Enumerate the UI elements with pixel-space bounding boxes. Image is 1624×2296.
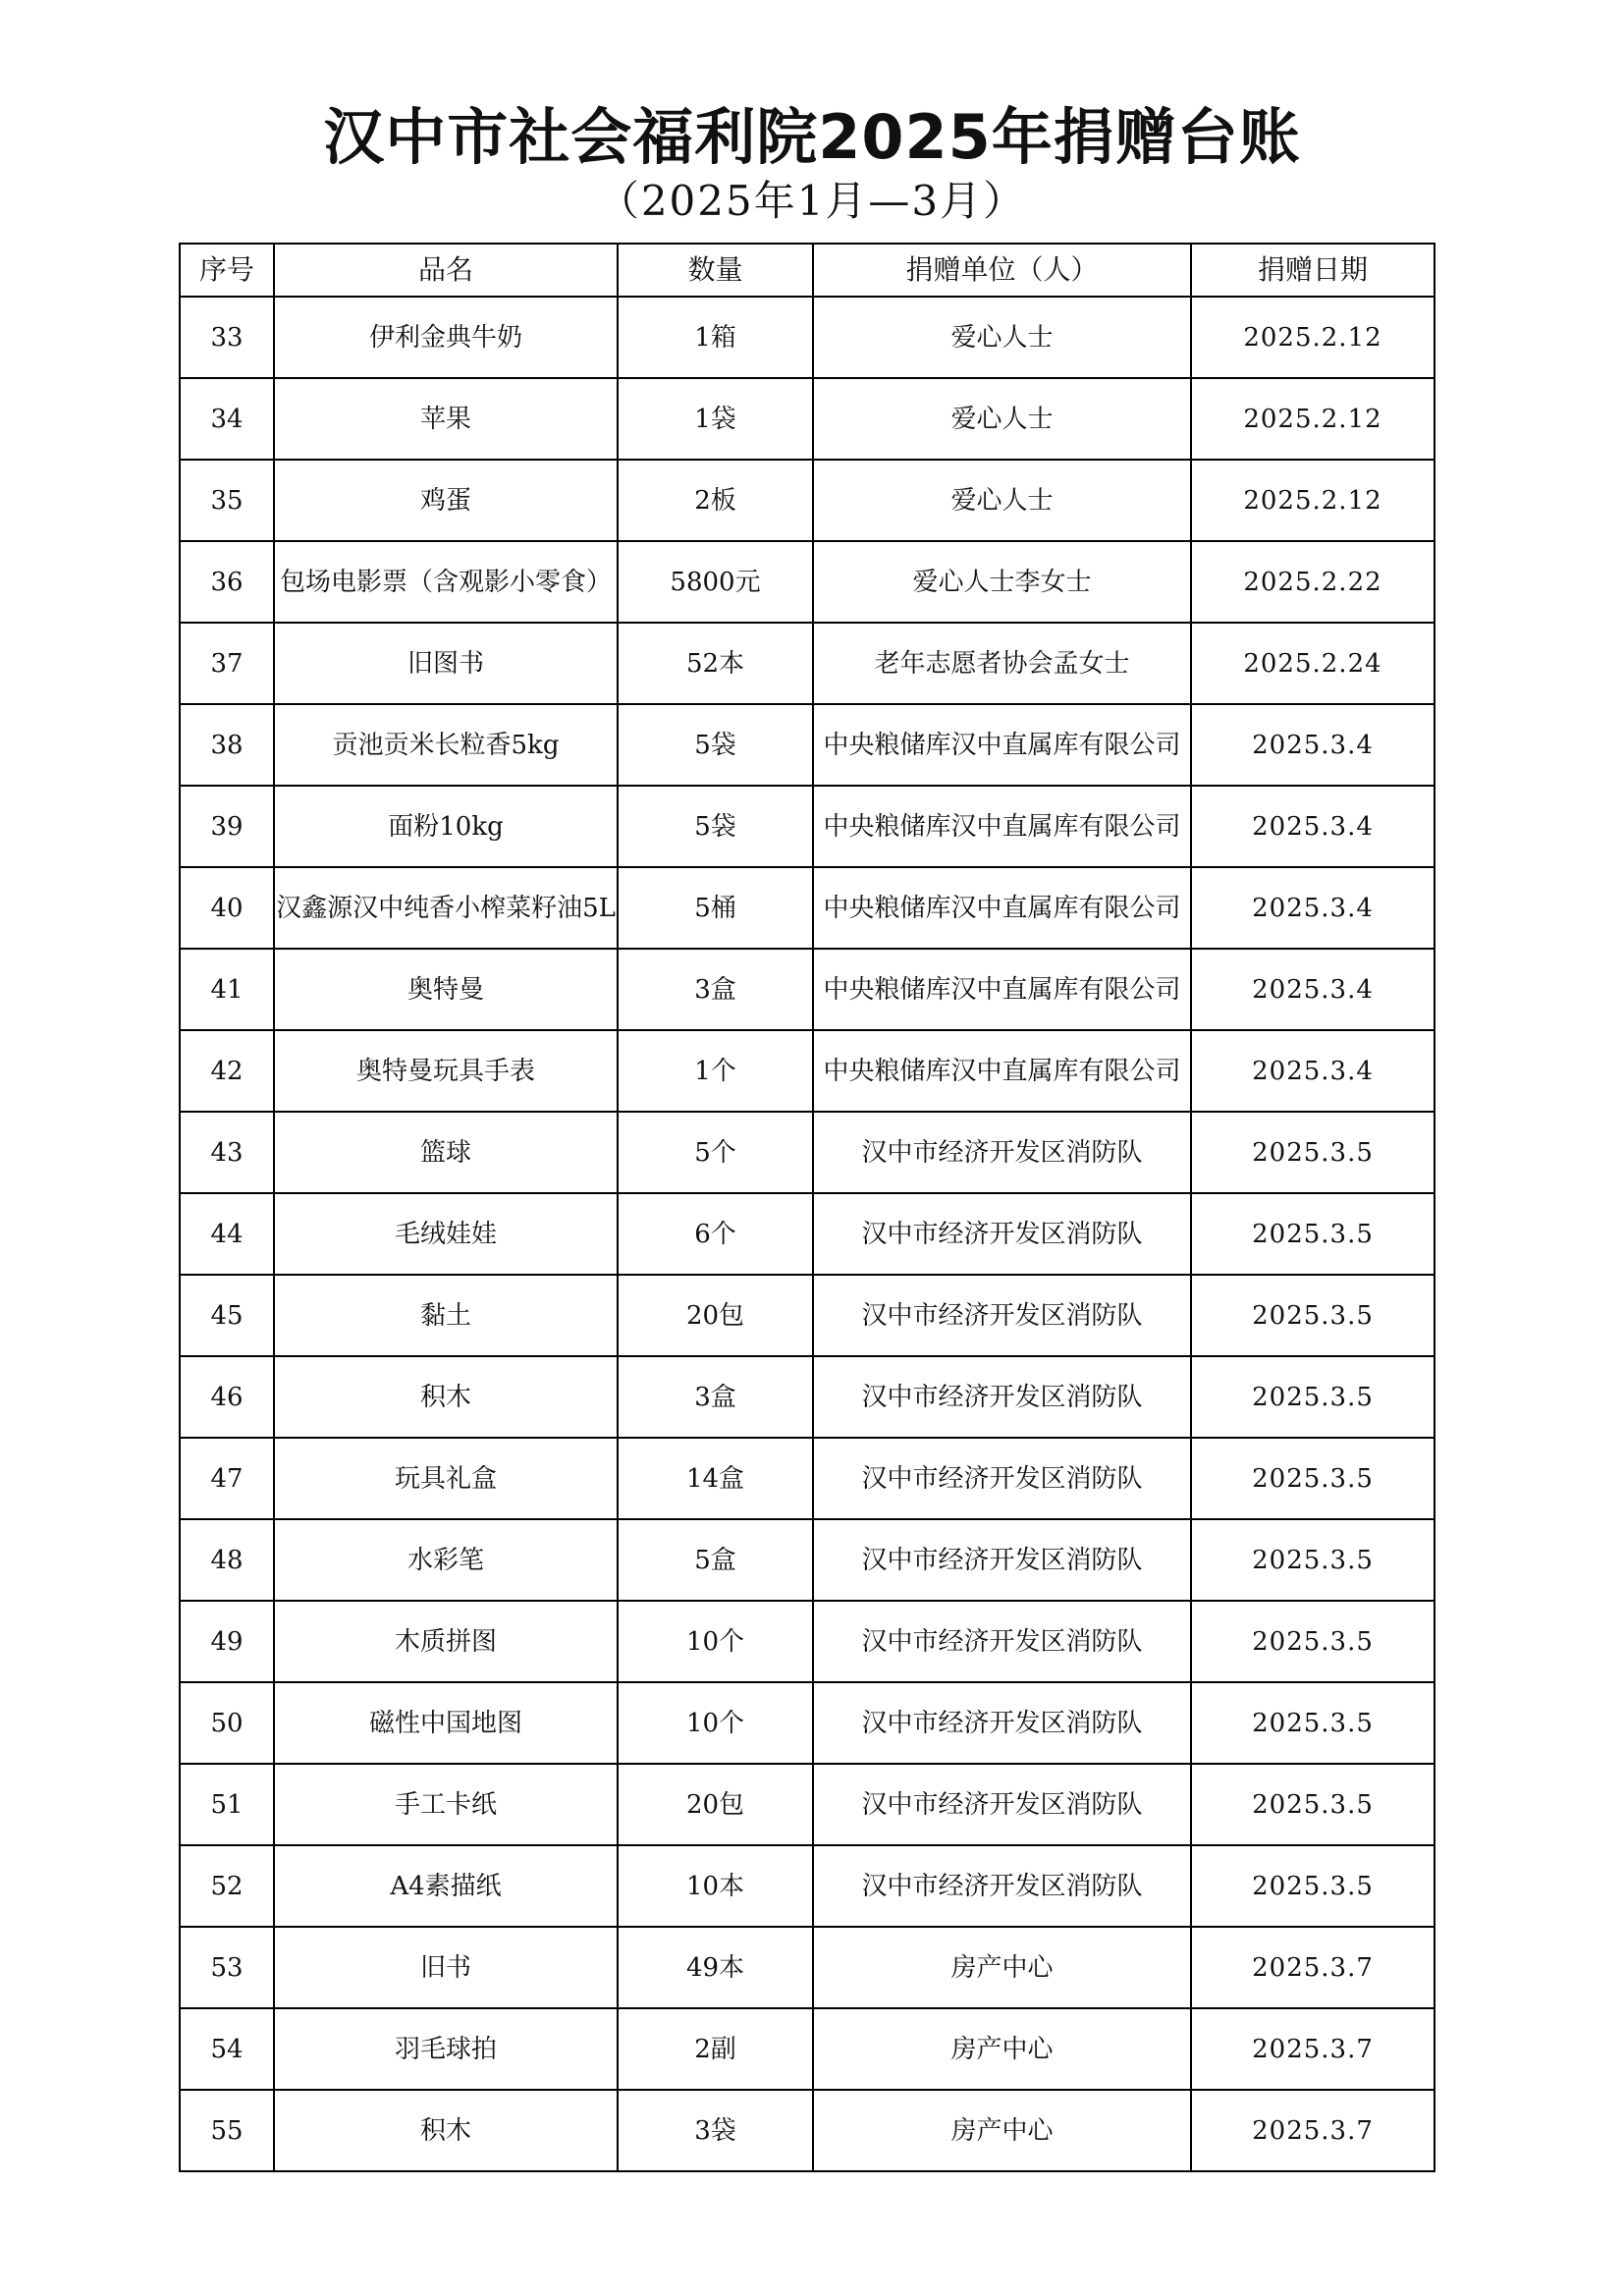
donation-date-cell: 2025.2.24	[1191, 623, 1435, 704]
donor-cell: 房产中心	[813, 2090, 1191, 2171]
quantity-cell: 3盒	[618, 1356, 813, 1438]
donor-cell: 中央粮储库汉中直属库有限公司	[813, 949, 1191, 1030]
serial-number-cell: 40	[180, 867, 274, 949]
donation-date-cell: 2025.3.4	[1191, 704, 1435, 786]
table-row	[180, 541, 1435, 623]
item-name-cell	[274, 704, 618, 786]
header-serial-number: 序号	[180, 244, 274, 297]
serial-number-cell: 48	[180, 1519, 274, 1601]
table-row	[180, 460, 1435, 541]
quantity-cell: 20包	[618, 1764, 813, 1845]
item-name-cell	[274, 2008, 618, 2090]
table-row	[180, 2090, 1435, 2171]
item-name-text: 毛绒娃娃	[394, 1219, 497, 1249]
item-name-cell	[274, 1356, 618, 1438]
quantity-cell: 14盒	[618, 1438, 813, 1519]
donor-cell: 中央粮储库汉中直属库有限公司	[813, 867, 1191, 949]
item-name-cell	[274, 2090, 618, 2171]
item-name-cell	[274, 1764, 618, 1845]
donor-cell: 房产中心	[813, 2008, 1191, 2090]
item-name-text: 面粉10kg	[388, 811, 504, 842]
quantity-cell: 20包	[618, 1275, 813, 1356]
table-row	[180, 1519, 1435, 1601]
quantity-cell: 1箱	[618, 297, 813, 378]
donor-cell: 汉中市经济开发区消防队	[813, 1356, 1191, 1438]
item-name-cell	[274, 378, 618, 460]
quantity-cell: 5800元	[618, 541, 813, 623]
header-donation-date: 捐赠日期	[1191, 244, 1435, 297]
item-name-text: 奥特曼	[406, 974, 484, 1005]
item-name-cell	[274, 867, 618, 949]
document-subtitle: （2025年1月—3月）	[597, 177, 1027, 225]
donor-cell: 汉中市经济开发区消防队	[813, 1112, 1191, 1193]
donation-date-cell: 2025.3.4	[1191, 867, 1435, 949]
donor-cell: 汉中市经济开发区消防队	[813, 1438, 1191, 1519]
donation-date-cell: 2025.3.7	[1191, 2090, 1435, 2171]
serial-number-cell: 55	[180, 2090, 274, 2171]
donor-cell: 汉中市经济开发区消防队	[813, 1193, 1191, 1275]
item-name-cell	[274, 1275, 618, 1356]
quantity-cell: 49本	[618, 1927, 813, 2008]
header-item-name: 品名	[274, 244, 618, 297]
item-name-text: 鸡蛋	[419, 485, 471, 516]
quantity-cell: 10本	[618, 1845, 813, 1927]
item-name-cell	[274, 1682, 618, 1764]
table-row	[180, 786, 1435, 867]
quantity-cell: 5袋	[618, 704, 813, 786]
item-name-text: 手工卡纸	[394, 1789, 497, 1820]
serial-number-cell: 34	[180, 378, 274, 460]
table-row	[180, 1764, 1435, 1845]
donor-cell: 爱心人士	[813, 378, 1191, 460]
donor-cell: 汉中市经济开发区消防队	[813, 1764, 1191, 1845]
serial-number-cell: 45	[180, 1275, 274, 1356]
quantity-cell: 1袋	[618, 378, 813, 460]
item-name-cell	[274, 1438, 618, 1519]
donation-date-cell: 2025.3.4	[1191, 786, 1435, 867]
donation-date-cell: 2025.3.5	[1191, 1601, 1435, 1682]
donation-date-cell: 2025.3.5	[1191, 1356, 1435, 1438]
item-name-text: 苹果	[419, 404, 471, 434]
table-body	[180, 297, 1435, 2171]
item-name-text: 伊利金典牛奶	[368, 322, 522, 353]
quantity-cell: 2副	[618, 2008, 813, 2090]
table-row	[180, 297, 1435, 378]
quantity-cell: 5盒	[618, 1519, 813, 1601]
table-row	[180, 1030, 1435, 1112]
donor-cell: 中央粮储库汉中直属库有限公司	[813, 1030, 1191, 1112]
donor-cell: 爱心人士	[813, 460, 1191, 541]
donation-date-cell: 2025.3.7	[1191, 2008, 1435, 2090]
item-name-cell	[274, 949, 618, 1030]
serial-number-cell: 50	[180, 1682, 274, 1764]
serial-number-cell: 36	[180, 541, 274, 623]
table-row	[180, 623, 1435, 704]
serial-number-cell: 44	[180, 1193, 274, 1275]
donation-date-cell: 2025.3.5	[1191, 1519, 1435, 1601]
serial-number-cell: 42	[180, 1030, 274, 1112]
serial-number-cell: 54	[180, 2008, 274, 2090]
item-name-cell	[274, 460, 618, 541]
serial-number-cell: 51	[180, 1764, 274, 1845]
donation-date-cell: 2025.2.12	[1191, 297, 1435, 378]
donation-date-cell: 2025.3.4	[1191, 1030, 1435, 1112]
donation-ledger-table	[179, 243, 1435, 2172]
item-name-text: 奥特曼玩具手表	[355, 1056, 535, 1086]
table-row	[180, 1927, 1435, 2008]
donation-date-cell: 2025.3.5	[1191, 1193, 1435, 1275]
donor-cell: 汉中市经济开发区消防队	[813, 1682, 1191, 1764]
item-name-text: 羽毛球拍	[394, 2034, 497, 2064]
table-row	[180, 1356, 1435, 1438]
serial-number-cell: 49	[180, 1601, 274, 1682]
table-row	[180, 1682, 1435, 1764]
item-name-cell	[274, 1927, 618, 2008]
donation-date-cell: 2025.3.5	[1191, 1845, 1435, 1927]
serial-number-cell: 43	[180, 1112, 274, 1193]
serial-number-cell: 47	[180, 1438, 274, 1519]
table-row	[180, 378, 1435, 460]
donation-date-cell: 2025.3.5	[1191, 1682, 1435, 1764]
quantity-cell: 6个	[618, 1193, 813, 1275]
item-name-text: 旧书	[419, 1952, 471, 1983]
item-name-cell	[274, 1030, 618, 1112]
table-row	[180, 1112, 1435, 1193]
donor-cell: 汉中市经济开发区消防队	[813, 1845, 1191, 1927]
table-row	[180, 1438, 1435, 1519]
donation-date-cell: 2025.3.5	[1191, 1764, 1435, 1845]
quantity-cell: 52本	[618, 623, 813, 704]
donor-cell: 爱心人士	[813, 297, 1191, 378]
item-name-cell	[274, 297, 618, 378]
item-name-text: 包场电影票（含观影小零食）	[279, 567, 612, 597]
donor-cell: 中央粮储库汉中直属库有限公司	[813, 786, 1191, 867]
item-name-cell	[274, 1601, 618, 1682]
donor-cell: 爱心人士李女士	[813, 541, 1191, 623]
table-row	[180, 1601, 1435, 1682]
item-name-cell	[274, 1845, 618, 1927]
table-row	[180, 867, 1435, 949]
quantity-cell: 5袋	[618, 786, 813, 867]
quantity-cell: 5桶	[618, 867, 813, 949]
donation-date-cell: 2025.3.4	[1191, 949, 1435, 1030]
item-name-text: 贡池贡米长粒香5kg	[332, 730, 560, 760]
item-name-text: 汉鑫源汉中纯香小榨菜籽油5L	[276, 893, 616, 923]
item-name-text: 黏土	[419, 1300, 471, 1331]
donation-date-cell: 2025.3.5	[1191, 1112, 1435, 1193]
donor-cell: 汉中市经济开发区消防队	[813, 1275, 1191, 1356]
item-name-text: 积木	[419, 1382, 471, 1412]
item-name-cell	[274, 1519, 618, 1601]
donation-date-cell: 2025.2.12	[1191, 460, 1435, 541]
serial-number-cell: 41	[180, 949, 274, 1030]
serial-number-cell: 39	[180, 786, 274, 867]
item-name-text: 木质拼图	[394, 1626, 497, 1657]
item-name-text: 磁性中国地图	[368, 1708, 522, 1738]
donation-date-cell: 2025.3.5	[1191, 1438, 1435, 1519]
header-quantity: 数量	[618, 244, 813, 297]
quantity-cell: 3盒	[618, 949, 813, 1030]
item-name-cell	[274, 623, 618, 704]
donor-cell: 汉中市经济开发区消防队	[813, 1601, 1191, 1682]
quantity-cell: 1个	[618, 1030, 813, 1112]
table-row	[180, 1193, 1435, 1275]
serial-number-cell: 46	[180, 1356, 274, 1438]
donor-cell: 房产中心	[813, 1927, 1191, 2008]
quantity-cell: 5个	[618, 1112, 813, 1193]
serial-number-cell: 35	[180, 460, 274, 541]
quantity-cell: 3袋	[618, 2090, 813, 2171]
donor-cell: 老年志愿者协会孟女士	[813, 623, 1191, 704]
quantity-cell: 10个	[618, 1682, 813, 1764]
item-name-cell	[274, 541, 618, 623]
donation-date-cell: 2025.3.7	[1191, 1927, 1435, 2008]
donor-cell: 中央粮储库汉中直属库有限公司	[813, 704, 1191, 786]
item-name-text: 积木	[419, 2115, 471, 2146]
donation-date-cell: 2025.3.5	[1191, 1275, 1435, 1356]
serial-number-cell: 52	[180, 1845, 274, 1927]
item-name-cell	[274, 1193, 618, 1275]
item-name-cell	[274, 1112, 618, 1193]
table-row	[180, 1845, 1435, 1927]
table-row	[180, 704, 1435, 786]
serial-number-cell: 33	[180, 297, 274, 378]
item-name-text: 篮球	[419, 1137, 471, 1168]
serial-number-cell: 53	[180, 1927, 274, 2008]
header-donor: 捐赠单位（人）	[813, 244, 1191, 297]
donation-date-cell: 2025.2.22	[1191, 541, 1435, 623]
quantity-cell: 2板	[618, 460, 813, 541]
serial-number-cell: 37	[180, 623, 274, 704]
item-name-text: 水彩笔	[406, 1545, 484, 1575]
item-name-cell	[274, 786, 618, 867]
item-name-text: 旧图书	[406, 648, 484, 679]
table-row	[180, 2008, 1435, 2090]
table-row	[180, 1275, 1435, 1356]
table-row	[180, 949, 1435, 1030]
document-title: 汉中市社会福利院2025年捐赠台账	[323, 101, 1301, 173]
item-name-text: 玩具礼盒	[394, 1463, 497, 1494]
table-header-row	[180, 244, 1435, 297]
item-name-text: A4素描纸	[390, 1871, 502, 1901]
serial-number-cell: 38	[180, 704, 274, 786]
quantity-cell: 10个	[618, 1601, 813, 1682]
donor-cell: 汉中市经济开发区消防队	[813, 1519, 1191, 1601]
donation-date-cell: 2025.2.12	[1191, 378, 1435, 460]
